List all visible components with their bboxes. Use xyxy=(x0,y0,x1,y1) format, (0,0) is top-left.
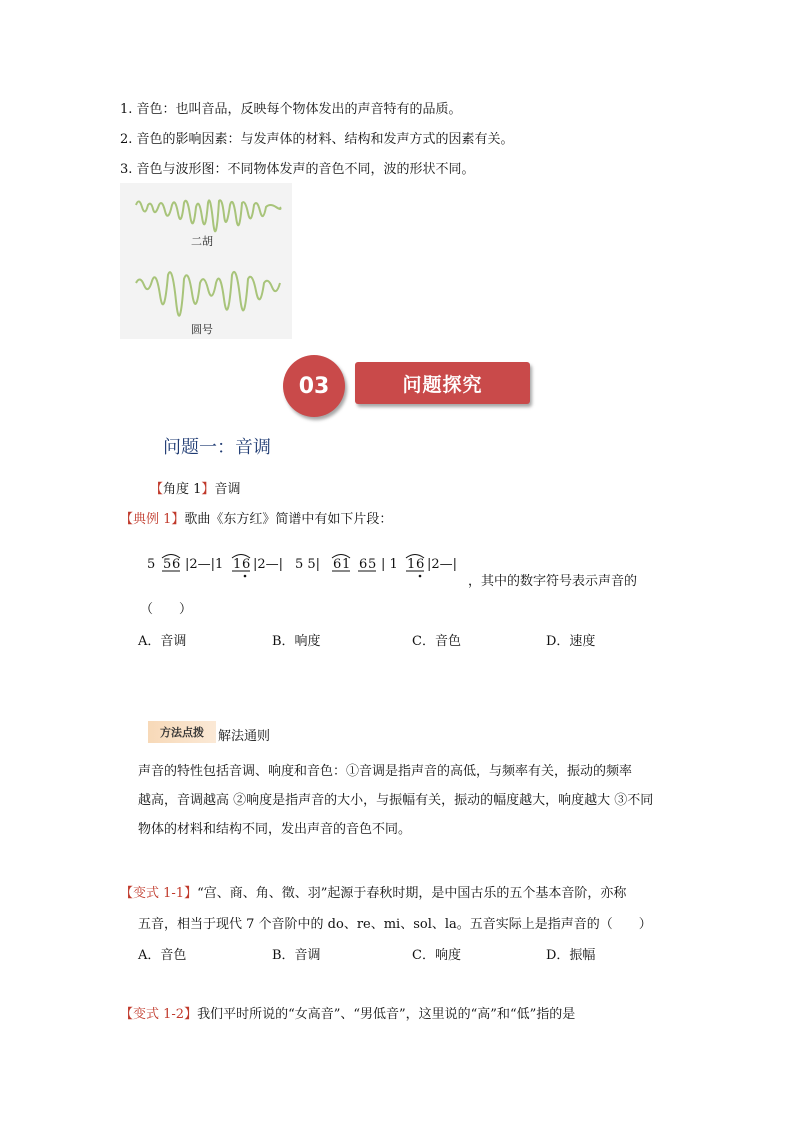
angle-name: 角度 1 xyxy=(163,482,202,497)
example-text: 歌曲《东方红》简谱中有如下片段： xyxy=(184,512,393,527)
method-line-3: 物体的材料和结构不同，发出声音的音色不同。 xyxy=(138,822,412,837)
svg-text:|2—|: |2—| xyxy=(427,557,458,572)
method-line-2: 越高，音调越高 ②响度是指声音的大小，与振幅有关，振动的幅度越大，响度越大 ③不同 xyxy=(138,793,654,808)
variant-1-1-option-d[interactable]: D．振幅 xyxy=(546,948,596,963)
angle-label xyxy=(150,478,240,497)
example-1 xyxy=(120,508,392,527)
variant-1-2-tag: 【变式 1-2】 xyxy=(120,1007,198,1022)
horn-label: 圆号 xyxy=(191,323,213,336)
example-option-d[interactable]: D．速度 xyxy=(546,634,596,649)
svg-text:6: 6 xyxy=(242,557,251,572)
svg-text:|2—|: |2—| xyxy=(253,557,284,572)
example-option-b[interactable]: B．响度 xyxy=(272,634,321,649)
variant-1-1-line2: 五音，相当于现代 7 个音阶中的 do、re、mi、sol、la。五音实际上是指声音的（ ） xyxy=(138,917,652,932)
example-answer-paren: （ ） xyxy=(140,602,193,617)
variant-1-1-option-c[interactable]: C．响度 xyxy=(412,948,461,963)
angle-text: 音调 xyxy=(214,482,241,497)
jianpu-notation-image xyxy=(145,548,475,580)
notation-suffix: ，其中的数字符号表示声音的 xyxy=(468,574,638,589)
variant-1-2-text: 我们平时所说的“女高音”、“男低音”，这里说的“高”和“低”指的是 xyxy=(197,1007,576,1022)
method-paragraph xyxy=(138,757,678,844)
svg-text:5 5|: 5 5| xyxy=(295,557,321,572)
variant-1-1-option-a[interactable]: A．音色 xyxy=(138,948,187,963)
angle-close-bracket: 】 xyxy=(201,482,215,497)
method-line-1: 声音的特性包括音调、响度和音色：①音调是指声音的高低，与频率有关，振动的频率 xyxy=(138,764,633,779)
svg-text:5: 5 xyxy=(163,557,172,572)
variant-1-1-line1: “宫、商、角、徵、羽”起源于春秋时期，是中国古乐的五个基本音阶，亦称 xyxy=(197,886,627,901)
svg-text:5: 5 xyxy=(147,557,156,572)
erhu-wave xyxy=(136,200,281,231)
waveform-figure xyxy=(120,183,292,339)
section-number-badge: 03 xyxy=(283,355,345,417)
svg-text:5: 5 xyxy=(368,557,377,572)
example-option-a[interactable]: A．音调 xyxy=(138,634,187,649)
svg-text:|2—|1: |2—|1 xyxy=(185,557,224,572)
question-title: 问题一：音调 xyxy=(163,437,271,458)
section-title-banner: 问题探究 xyxy=(355,362,530,404)
svg-text:6: 6 xyxy=(359,557,368,572)
variant-1-1-tag: 【变式 1-1】 xyxy=(120,886,198,901)
horn-wave xyxy=(136,272,280,316)
method-badge: 方法点拨 xyxy=(148,721,216,743)
erhu-label: 二胡 xyxy=(191,235,213,248)
svg-text:1: 1 xyxy=(342,557,351,572)
variant-1-2 xyxy=(120,1003,575,1022)
svg-text:6: 6 xyxy=(416,557,425,572)
point-2: 2. 音色的影响因素：与发声体的材料、结构和发声方式的因素有关。 xyxy=(120,132,514,147)
variant-1-1 xyxy=(120,882,626,901)
point-1: 1. 音色：也叫音品，反映每个物体发出的声音特有的品质。 xyxy=(120,102,462,117)
variant-1-1-option-b[interactable]: B．音调 xyxy=(272,948,321,963)
svg-text:6: 6 xyxy=(172,557,181,572)
svg-text:6: 6 xyxy=(333,557,342,572)
angle-open-bracket: 【 xyxy=(150,482,164,497)
svg-text:1: 1 xyxy=(407,557,416,572)
example-tag: 【典例 1】 xyxy=(120,512,185,527)
point-3: 3. 音色与波形图：不同物体发声的音色不同，波的形状不同。 xyxy=(120,162,475,177)
svg-text:| 1: | 1 xyxy=(381,557,398,572)
svg-text:1: 1 xyxy=(233,557,242,572)
example-option-c[interactable]: C．音色 xyxy=(412,634,461,649)
method-title: 解法通则 xyxy=(218,729,271,744)
waveform-graphic xyxy=(120,183,292,339)
